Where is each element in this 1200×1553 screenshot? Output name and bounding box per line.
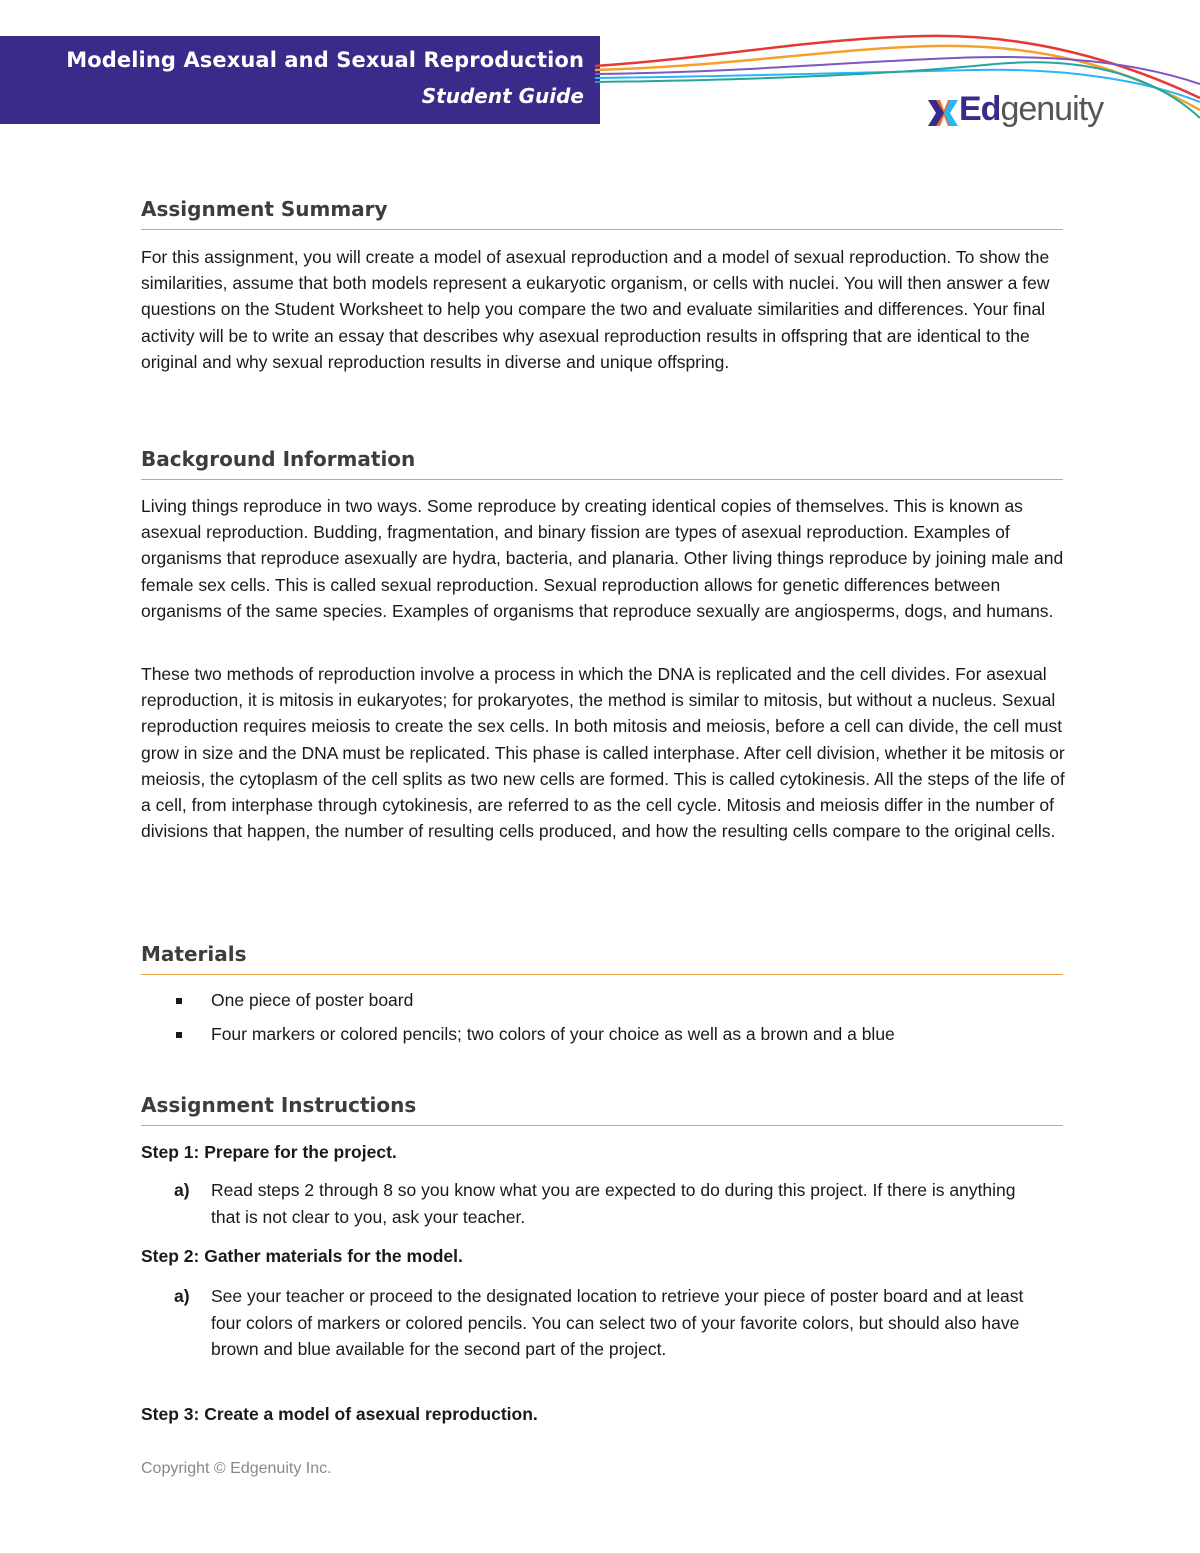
background-paragraph-2: These two methods of reproduction involve a process in which the DNA is replicated and the cell divides. For asexual reproduction, it is mitosis in eukaryotes; for prokaryotes, the method is similar to mitosis, but without a nucleus. Sexual reproduction requires meiosis to create the sex cells. In both mitosis and meiosis, before a cell can divide, the cell must grow in size and the DNA must be replicated. This phase is called interphase. After cell division, whether it be mitosis or meiosis, the cytoplasm of the cell splits as two new cells are formed. This is called cytokinesis. All the steps of the life of a cell, from interphase through cytokinesis, are referred to as the cell cycle. Mitosis and meiosis differ in the number of divisions that happen, the number of resulting cells produced, and how the resulting cells compare to the original cells. bbox=[141, 664, 1065, 842]
edgenuity-x-mark-icon bbox=[926, 96, 960, 130]
step-2-letter: a) bbox=[174, 1286, 190, 1306]
step-2-title: Step 2: Gather materials for the model. bbox=[141, 1246, 463, 1266]
step-3-title: Step 3: Create a model of asexual reproduction. bbox=[141, 1404, 538, 1424]
background-paragraph-1: Living things reproduce in two ways. Some reproduce by creating identical copies of themselves. This is known as asexual reproduction. Budding, fragmentation, and binary fission are types of asexual reproduction. Examples of organisms that reproduce asexually are hydra, bacteria, and planaria. Other living things reproduce by joining male and female sex cells. This is called sexual reproduction. Sexual reproduction allows for genetic differences between organisms of the same species. Examples of organisms that reproduce sexually are angiosperms, dogs, and humans. bbox=[141, 496, 1064, 621]
edgenuity-wordmark bbox=[959, 90, 1103, 129]
document-title: Modeling Asexual and Sexual Reproduction bbox=[66, 48, 584, 72]
header-banner bbox=[0, 36, 600, 124]
document-subtitle: Student Guide bbox=[421, 84, 584, 108]
edgenuity-logo bbox=[926, 92, 1106, 132]
decorative-waves bbox=[595, 18, 1200, 138]
assignment-summary-heading: Assignment Summary bbox=[141, 197, 1063, 230]
logo-text-ed: Ed bbox=[959, 90, 1001, 128]
materials-item: One piece of poster board bbox=[211, 990, 414, 1010]
logo-text-rest: genuity bbox=[1000, 90, 1104, 128]
bullet-marker bbox=[176, 1032, 182, 1038]
background-heading: Background Information bbox=[141, 447, 1063, 480]
materials-item: Four markers or colored pencils; two colors of your choice as well as a brown and a blue bbox=[211, 1024, 895, 1044]
assignment-summary-text: For this assignment, you will create a model of asexual reproduction and a model of sexual reproduction. To show the similarities, assume that both models represent a eukaryotic organism, or cells with nuclei. You will then answer a few questions on the Student Worksheet to help you compare the two and evaluate similarities and differences. Your final activity will be to write an essay that describes why asexual reproduction results in offspring that are identical to the original and why sexual reproduction results in diverse and unique offspring. bbox=[141, 247, 1050, 372]
step-1-letter: a) bbox=[174, 1180, 190, 1200]
copyright-footer: Copyright © Edgenuity Inc. bbox=[141, 1460, 332, 1477]
step-1-text: Read steps 2 through 8 so you know what you are expected to do during this project. If there is anything that is not clear to you, ask your teacher. bbox=[211, 1180, 1016, 1227]
instructions-heading: Assignment Instructions bbox=[141, 1093, 1063, 1126]
materials-heading: Materials bbox=[141, 942, 1063, 975]
step-2-text: See your teacher or proceed to the designated location to retrieve your piece of poster board and at least four colors of markers or colored pencils. You can select two of your favorite colors, but should also have brown and blue available for the second part of the project. bbox=[211, 1286, 1024, 1359]
step-1-title: Step 1: Prepare for the project. bbox=[141, 1142, 397, 1162]
bullet-marker bbox=[176, 998, 182, 1004]
